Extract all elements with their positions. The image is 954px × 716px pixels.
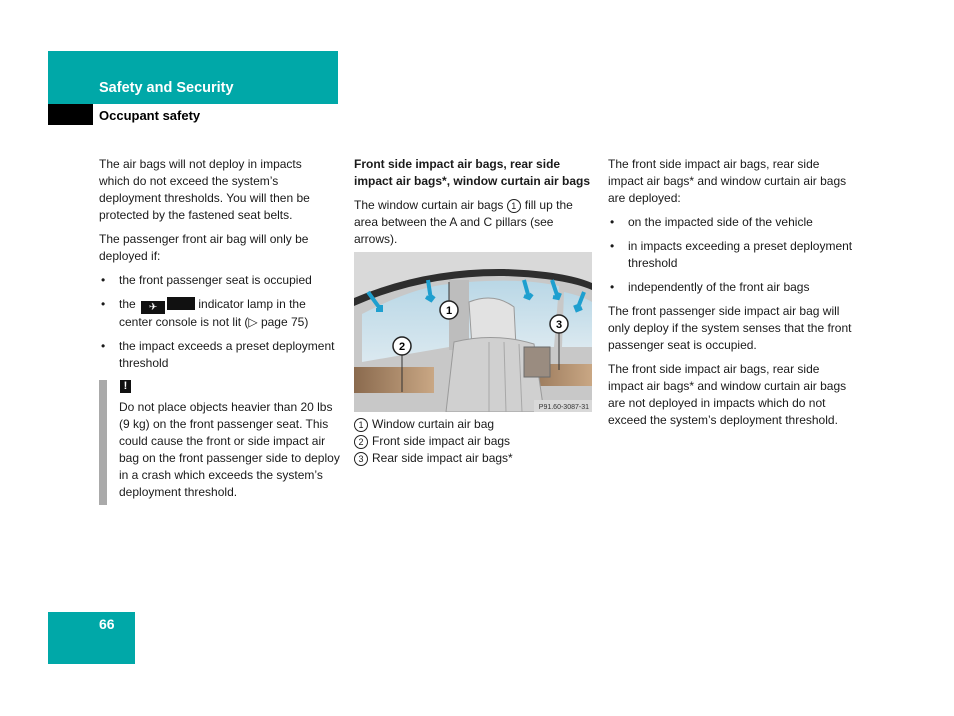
car-interior-illustration [354,252,592,412]
page-number: 66 [99,616,115,632]
svg-text:2: 2 [398,341,406,353]
front-door-trim [354,367,434,393]
bullet-list [99,272,335,372]
passenger-airbag-icon: ✈ [141,301,165,314]
column-right [608,156,854,436]
paragraph: The window curtain air bags 1 fill up the area between the A and C pillars (see arrows). [354,198,573,246]
caption-item: 3 Rear side impact air bags* [354,450,513,467]
warning-text: Do not place objects heavier than 20 lbs (9 kg) on the front passenger seat. This could cause the front or side impact air bag on the front passenger side to deploy in a crash which exceeds the system’s deployment threshold. [119,400,340,499]
svg-text:3: 3 [555,319,563,331]
list-item: • the front passenger seat is occupied [101,273,312,287]
svg-text:1: 1 [445,305,453,317]
list-item: • the impact exceeds a preset deployment threshold [101,339,335,370]
column-middle [354,156,596,255]
paragraph: The front passenger side impact air bag will only deploy if the system senses that the front passenger seat is occupied. [608,304,852,352]
header-band [48,51,338,104]
paragraph: The air bags will not deploy in impacts which do not exceed the system’s deployment thresholds. You will then be protected by the fastened seat belts. [99,157,310,222]
list-item: • the ✈ indicator lamp in the center console is not lit (▷ page 75) [101,297,309,329]
page-number-box [48,612,135,664]
section-tab-marker [48,104,93,125]
callout-number: 1 [507,199,521,213]
column-left [99,156,335,379]
paragraph: The front side impact air bags, rear side impact air bags* and window curtain air bags are not deployed in impacts which do not exceed the system’s deployment threshold. [608,362,847,427]
bullet-list [608,214,854,296]
paragraph: The front side impact air bags, rear side impact air bags* and window curtain air bags are deployed: [608,157,847,205]
airbag-figure [354,252,592,412]
paragraph: The passenger front air bag will only be deployed if: [99,232,309,263]
figure-captions [354,416,513,467]
section-heading: Front side impact air bags, rear side impact air bags*, window curtain air bags [354,157,591,188]
list-item: • on the impacted side of the vehicle [610,215,813,229]
caption-item: 1 Window curtain air bag [354,416,513,433]
list-item: • independently of the front air bags [610,280,810,294]
list-item: • in impacts exceeding a preset deployment threshold [610,239,853,270]
airbag-off-indicator-icon [167,297,195,310]
section-title: Safety and Security [99,80,234,96]
warning-icon: ! [120,380,131,393]
caption-item: 2 Front side impact air bags [354,433,513,450]
note-bar [99,380,107,505]
figure-code: P91.60-3087-31 [538,404,589,411]
subsection-title: Occupant safety [99,108,201,123]
